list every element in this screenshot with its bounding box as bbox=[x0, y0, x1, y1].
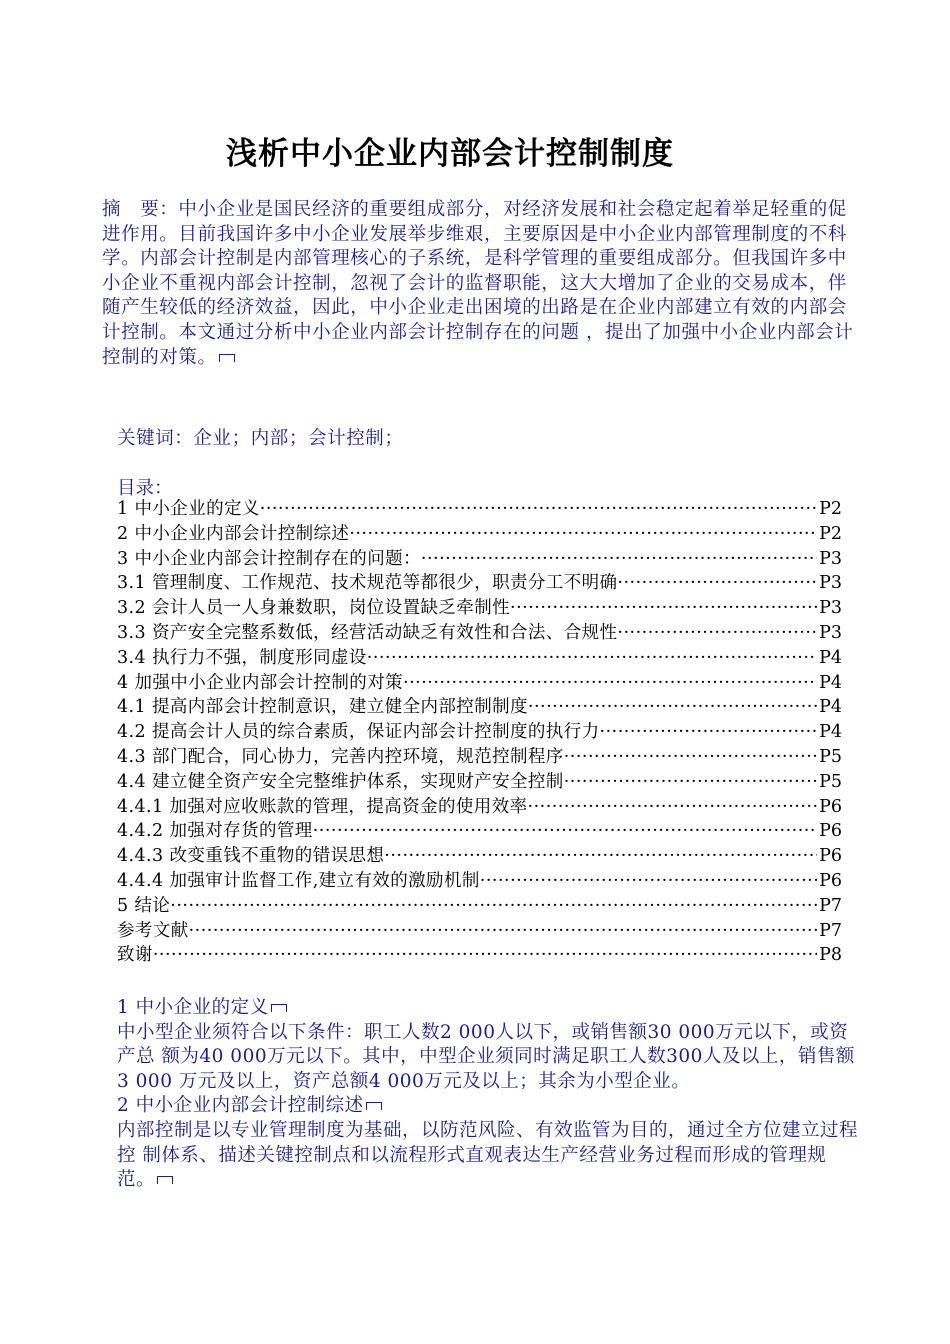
toc-item-label: 4.4.4 加强审计监督工作,建立有效的激励机制 bbox=[117, 870, 480, 891]
toc-item-label: 3.3 资产安全完整系数低，经营活动缺乏有效性和合法、合规性 bbox=[117, 622, 618, 643]
toc-item[interactable] bbox=[117, 646, 842, 671]
toc-item-page: P3 bbox=[819, 598, 842, 619]
toc-item-label: 3.4 执行力不强，制度形同虚设 bbox=[117, 647, 367, 668]
toc-item-page: P6 bbox=[819, 870, 842, 891]
toc-item[interactable] bbox=[117, 571, 842, 596]
paragraph-mark-icon bbox=[366, 1102, 382, 1110]
toc-heading: 目录： bbox=[117, 478, 173, 499]
toc-item[interactable] bbox=[117, 671, 842, 696]
toc-item-page: P7 bbox=[819, 895, 842, 916]
toc-item-label: 5 结论 bbox=[117, 895, 171, 916]
toc-item[interactable] bbox=[117, 844, 842, 869]
toc-leader bbox=[313, 819, 817, 844]
toc-item-label: 4.2 提高会计人员的综合素质，保证内部会计控制度的执行力 bbox=[117, 722, 600, 743]
section-heading bbox=[117, 996, 862, 1021]
toc-item[interactable] bbox=[117, 596, 842, 621]
toc-item-page: P5 bbox=[819, 771, 842, 792]
toc-leader bbox=[617, 571, 817, 596]
section-heading-text: 1 中小企业的定义 bbox=[117, 997, 269, 1018]
toc-item[interactable] bbox=[117, 869, 842, 894]
body-sections bbox=[117, 996, 862, 1193]
toc-item-label: 4.4.2 加强对存货的管理 bbox=[117, 821, 313, 842]
toc-item[interactable] bbox=[117, 894, 842, 919]
paragraph-mark-icon bbox=[271, 1004, 287, 1012]
toc-leader bbox=[384, 844, 817, 869]
toc-leader bbox=[189, 919, 817, 944]
toc-item-page: P2 bbox=[819, 523, 842, 544]
toc-item-label: 4.4.3 改变重钱不重物的错误思想 bbox=[117, 846, 385, 867]
toc-leader bbox=[349, 522, 817, 547]
toc-leader bbox=[564, 745, 817, 770]
abstract bbox=[102, 198, 862, 370]
toc-leader bbox=[617, 621, 817, 646]
toc-item-page: P3 bbox=[819, 573, 842, 594]
toc-item-label: 致谢 bbox=[117, 945, 153, 966]
toc-leader bbox=[480, 869, 817, 894]
toc-leader bbox=[600, 720, 818, 745]
toc-item-page: P6 bbox=[819, 796, 842, 817]
toc-item-page: P5 bbox=[819, 746, 842, 767]
paragraph-mark-icon bbox=[219, 354, 235, 362]
toc-item[interactable] bbox=[117, 795, 842, 820]
toc-item-page: P7 bbox=[819, 920, 842, 941]
toc-item-label: 3.2 会计人员一人身兼数职，岗位设置缺乏牵制性 bbox=[117, 598, 510, 619]
toc-item-page: P3 bbox=[819, 548, 842, 569]
toc-leader bbox=[528, 795, 818, 820]
toc-leader bbox=[260, 497, 817, 522]
toc-item[interactable] bbox=[117, 919, 842, 944]
toc-item[interactable] bbox=[117, 547, 842, 572]
toc-leader bbox=[564, 770, 817, 795]
table-of-contents bbox=[117, 497, 842, 968]
toc-item-label: 4.1 提高内部会计控制意识，建立健全内部控制制度 bbox=[117, 697, 528, 718]
toc-item-page: P4 bbox=[819, 647, 842, 668]
toc-item-page: P8 bbox=[819, 945, 842, 966]
abstract-text: 中小企业是国民经济的重要组成部分，对经济发展和社会稳定起着举足轻重的促进作用。目前我国许多中小企业发展举步维艰，主要原因是中小企业内部管理制度的不科学。内部会计控制是内部管理核心的子系统，是科学管理的重要组成部分。但我国许多中小企业不重视内部会计控制，忽视了会计的监督职能，这大大增加了企业的交易成本，伴随产生较低的经济效益，因此，中小企业走出困境的出路是在企业内部建立有效的内部会计控制。本文通过分析中小企业内部会计控制存在的问题 ，提出了加强中小企业内部会计控制的对策。 bbox=[102, 199, 854, 368]
abstract-label: 摘 要： bbox=[102, 199, 179, 220]
document-title: 浅析中小企业内部会计控制制度 bbox=[226, 136, 674, 172]
toc-leader bbox=[153, 943, 817, 968]
toc-item-page: P6 bbox=[819, 821, 842, 842]
toc-item-label: 3 中小企业内部会计控制存在的问题： bbox=[117, 548, 421, 569]
toc-item-label: 4 加强中小企业内部会计控制的对策 bbox=[117, 672, 403, 693]
toc-item[interactable] bbox=[117, 621, 842, 646]
toc-item-label: 4.3 部门配合，同心协力，完善内控环境，规范控制程序 bbox=[117, 746, 564, 767]
toc-item-label: 参考文献 bbox=[117, 920, 189, 941]
toc-item-label: 2 中小企业内部会计控制综述 bbox=[117, 523, 350, 544]
toc-item[interactable] bbox=[117, 497, 842, 522]
toc-item[interactable] bbox=[117, 720, 842, 745]
toc-item-page: P6 bbox=[819, 846, 842, 867]
toc-item-page: P3 bbox=[819, 622, 842, 643]
toc-item[interactable] bbox=[117, 770, 842, 795]
toc-leader bbox=[421, 547, 817, 572]
toc-item[interactable] bbox=[117, 943, 842, 968]
toc-leader bbox=[367, 646, 817, 671]
toc-leader bbox=[510, 596, 817, 621]
toc-item-label: 4.4.1 加强对应收账款的管理，提高资金的使用效率 bbox=[117, 796, 528, 817]
section-heading bbox=[117, 1094, 862, 1119]
toc-item-label: 3.1 管理制度、工作规范、技术规范等都很少，职责分工不明确 bbox=[117, 573, 618, 594]
toc-item[interactable] bbox=[117, 745, 842, 770]
toc-item[interactable] bbox=[117, 819, 842, 844]
toc-leader bbox=[528, 695, 817, 720]
toc-leader bbox=[170, 894, 817, 919]
toc-item-page: P4 bbox=[819, 722, 842, 743]
toc-item-label: 1 中小企业的定义 bbox=[117, 499, 260, 519]
toc-item[interactable] bbox=[117, 522, 842, 547]
section-paragraph: 中小型企业须符合以下条件：职工人数2 000人以下，或销售额30 000万元以下，或资产总 额为40 000万元以下。其中，中型企业须同时满足职工人数300人及以上，销售额3 000 万元及以上，资产总额4 000万元及以上；其余为小型企业。 bbox=[117, 1021, 855, 1092]
keywords: 关键词：企业；内部；会计控制； bbox=[117, 428, 404, 449]
toc-item-page: P4 bbox=[819, 672, 842, 693]
toc-leader bbox=[403, 671, 817, 696]
paragraph-mark-icon bbox=[157, 1176, 173, 1184]
section-paragraph-text: 内部控制是以专业管理制度为基础，以防范风险、有效监管为目的，通过全方位建立过程控 制体系、描述关键控制点和以流程形式直观表达生产经营业务过程而形成的管理规范。 bbox=[117, 1119, 859, 1191]
section-heading-text: 2 中小企业内部会计控制综述 bbox=[117, 1095, 364, 1117]
toc-item-page: P2 bbox=[819, 499, 842, 519]
toc-item[interactable] bbox=[117, 695, 842, 720]
toc-item-page: P4 bbox=[819, 697, 842, 718]
section-paragraph bbox=[117, 1119, 862, 1193]
toc-item-label: 4.4 建立健全资产安全完整维护体系，实现财产安全控制 bbox=[117, 771, 564, 792]
